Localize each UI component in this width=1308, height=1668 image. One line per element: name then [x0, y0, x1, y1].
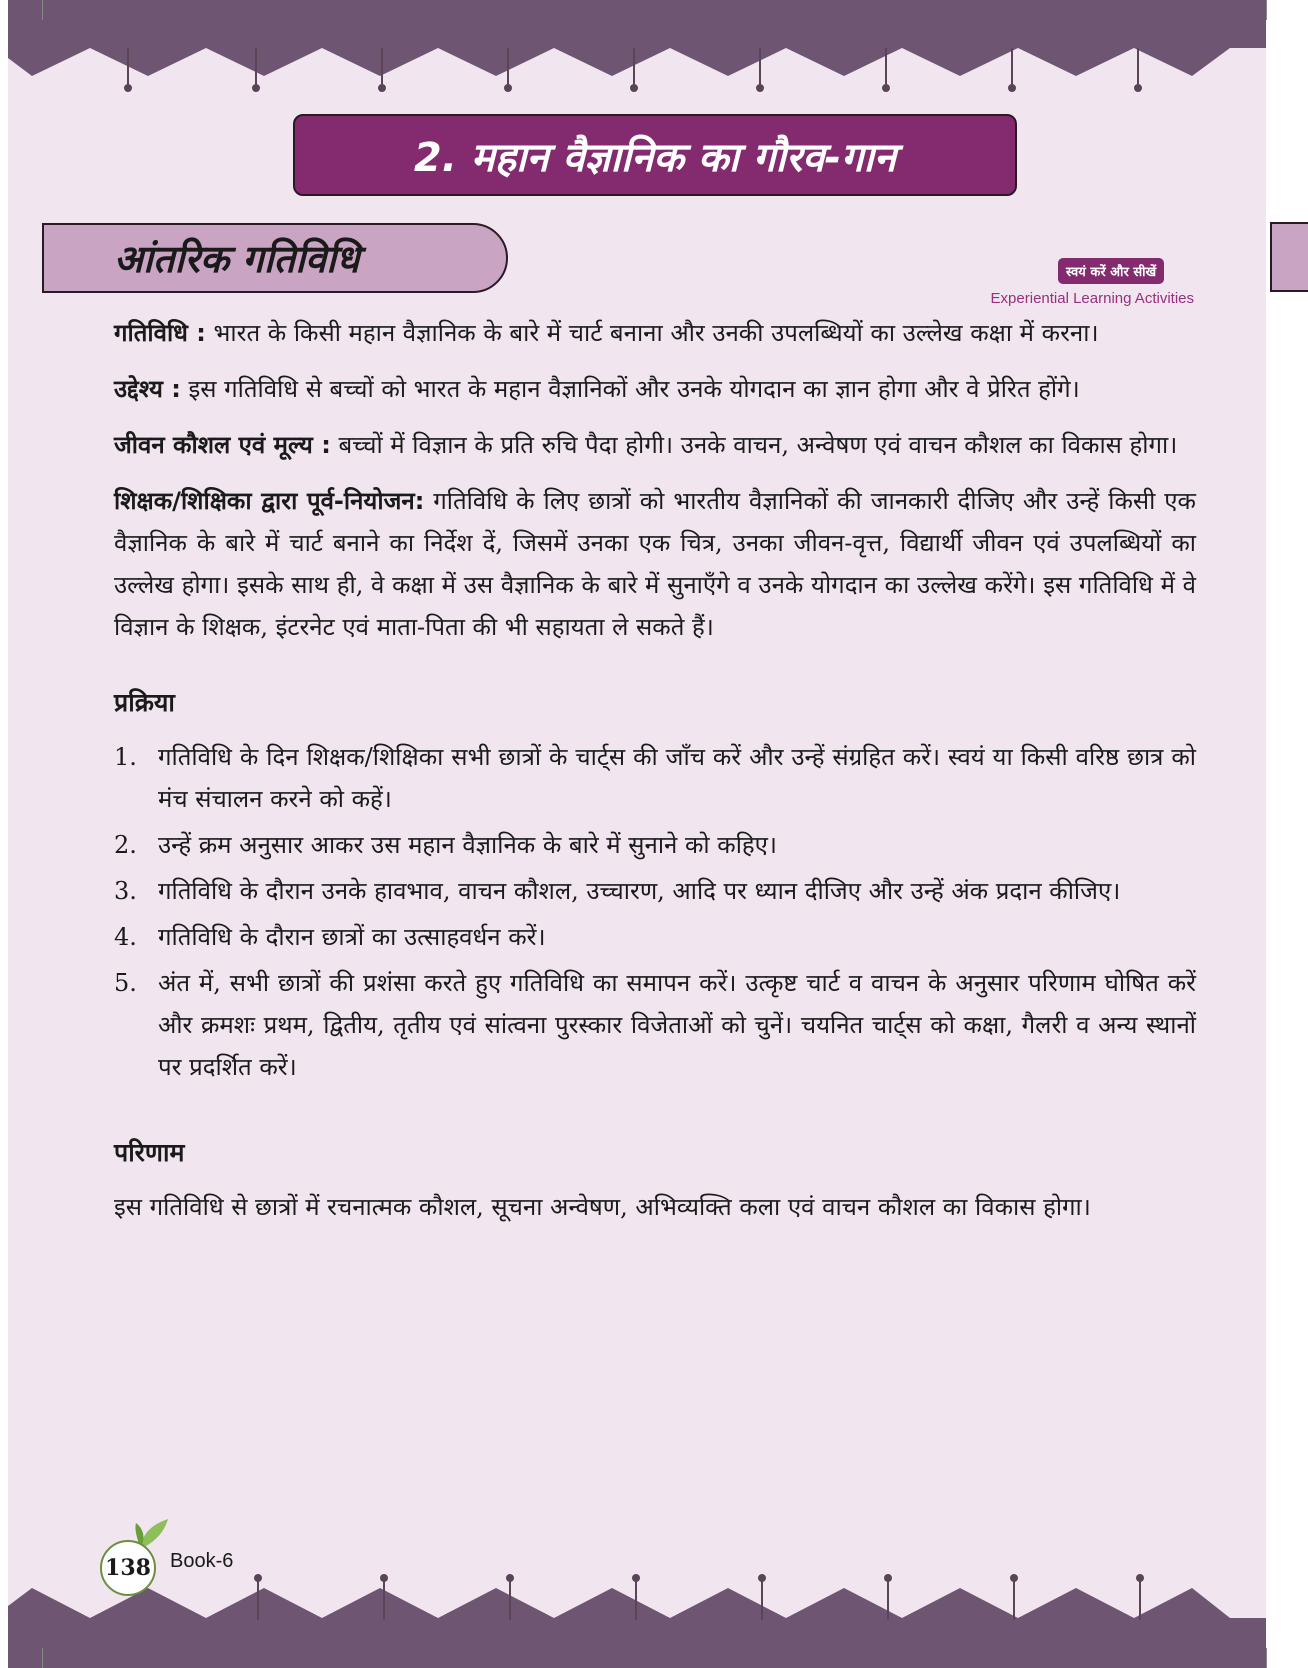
- planning-text: गतिविधि के लिए छात्रों को भारतीय वैज्ञानिकों की जानकारी दीजिए और उन्हें किसी एक वैज्ञानिक के बारे में चार्ट बनाने का निर्देश दें, जिसमें उनका एक चित्र, उनका जीवन-वृत्त, विद्यार्थी जीवन एवं उपलब्धियों का उल्लेख होगा। इसके साथ ही, वे कक्षा में उस वैज्ञानिक के बारे में सुनाएँगे व उनके योगदान का उल्लेख करेंगे। इस गतिविधि में वे विज्ञान के शिक्षक, इंटरनेट एवं माता-पिता की भी सहायता ले सकते हैं।: [114, 487, 1196, 641]
- step-text: उन्हें क्रम अनुसार आकर उस महान वैज्ञानिक के बारे में सुनाने को कहिए।: [158, 831, 778, 859]
- book-label: Book-6: [170, 1550, 234, 1572]
- page-number: 138: [105, 1555, 151, 1581]
- life-skills-text: बच्चों में विज्ञान के प्रति रुचि पैदा होगी। उनके वाचन, अन्वेषण एवं वाचन कौशल का विकास होगा।: [338, 431, 1178, 459]
- list-item: [114, 824, 1196, 866]
- objective-paragraph: [114, 368, 1196, 410]
- list-item: [114, 736, 1196, 820]
- objective-label: उद्देश्य :: [114, 375, 181, 403]
- badge-english-text: Experiential Learning Activities: [990, 290, 1194, 307]
- step-text: गतिविधि के दौरान छात्रों का उत्साहवर्धन करें।: [158, 923, 546, 951]
- step-number: 3.: [114, 877, 137, 905]
- section-title-tab: [42, 223, 508, 293]
- life-skills-label: जीवन कौशल एवं मूल्य :: [114, 431, 331, 459]
- activity-text: भारत के किसी महान वैज्ञानिक के बारे में चार्ट बनाना और उनकी उपलब्धियों का उल्लेख कक्षा में करना।: [213, 319, 1099, 347]
- crop-mark-top-right: [1266, 0, 1267, 20]
- activity-label: गतिविधि :: [114, 319, 206, 347]
- planning-paragraph: [114, 480, 1196, 648]
- result-paragraph: इस गतिविधि से छात्रों में रचनात्मक कौशल, सूचना अन्वेषण, अभिव्यक्ति कला एवं वाचन कौशल का विकास होगा।: [114, 1193, 1091, 1221]
- activity-paragraph: [114, 312, 1196, 354]
- top-zigzag-band: [8, 0, 1266, 76]
- chapter-title-banner: [293, 114, 1017, 196]
- experiential-badge: [1058, 258, 1164, 284]
- step-number: 5.: [114, 969, 137, 997]
- main-content: [114, 312, 1196, 1242]
- crop-mark-top-left: [42, 0, 43, 20]
- process-steps-list: [114, 736, 1196, 1088]
- bottom-zigzag-border: [0, 1558, 1308, 1668]
- top-zigzag-border: [0, 0, 1308, 110]
- step-text: गतिविधि के दौरान उनके हावभाव, वाचन कौशल, उच्चारण, आदि पर ध्यान दीजिए और उन्हें अंक प्रदान कीजिए।: [158, 877, 1121, 905]
- step-text: अंत में, सभी छात्रों की प्रशंसा करते हुए गतिविधि का समापन करें। उत्कृष्ट चार्ट व वाचन के अनुसार परिणाम घोषित करें और क्रमशः प्रथम, द्वितीय, तृतीय एवं सांत्वना पुरस्कार विजेताओं को चुनें। चयनित चार्ट्स को कक्षा, गैलरी व अन्य स्थानों पर प्रदर्शित करें।: [158, 969, 1196, 1081]
- result-heading: परिणाम: [114, 1138, 185, 1167]
- step-text: गतिविधि के दिन शिक्षक/शिक्षिका सभी छात्रों के चार्ट्स की जाँच करें और उन्हें संग्रहित करें। स्वयं या किसी वरिष्ठ छात्र को मंच संचालन करने को कहें।: [158, 743, 1196, 813]
- step-number: 2.: [114, 831, 137, 859]
- crop-mark-bottom-right: [1266, 1648, 1267, 1668]
- list-item: [114, 870, 1196, 912]
- process-heading: प्रक्रिया: [114, 688, 175, 717]
- objective-text: इस गतिविधि से बच्चों को भारत के महान वैज्ञानिकों और उनके योगदान का ज्ञान होगा और वे प्रेरित होंगे।: [188, 375, 1080, 403]
- chapter-title: 2. महान वैज्ञानिक का गौरव-गान: [413, 134, 897, 181]
- section-title: आंतरिक गतिविधि: [114, 237, 360, 281]
- list-item: [114, 962, 1196, 1088]
- crop-mark-bottom-left: [42, 1648, 43, 1668]
- step-number: 1.: [114, 743, 137, 771]
- page-number-badge: [100, 1540, 156, 1596]
- step-number: 4.: [114, 923, 137, 951]
- life-skills-paragraph: [114, 424, 1196, 466]
- list-item: [114, 916, 1196, 958]
- planning-label: शिक्षक/शिक्षिका द्वारा पूर्व-नियोजन:: [114, 487, 425, 515]
- badge-hindi-text: स्वयं करें और सीखें: [1066, 265, 1157, 280]
- side-edge-tab: [1270, 222, 1308, 292]
